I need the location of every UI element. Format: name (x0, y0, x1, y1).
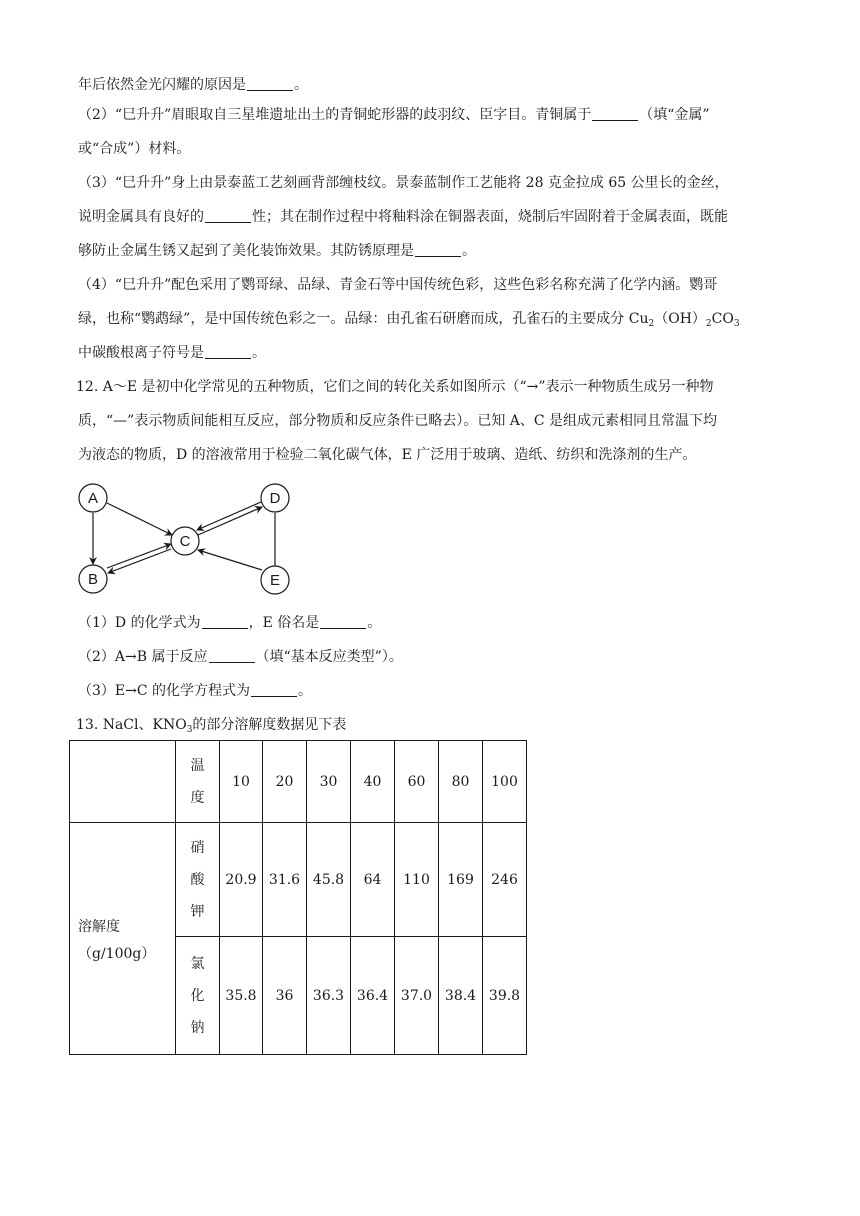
kno3-value-cell: 169 (439, 823, 483, 937)
solubility-table (69, 740, 527, 1055)
continuation-line (78, 74, 308, 96)
q11-3-line1: （3）“巳升升”身上由景泰蓝工艺刻画背部缠枝纹。景泰蓝制作工艺能将 28 克金拉成 65 公里长的金丝， (78, 175, 729, 191)
subscript: 3 (733, 319, 740, 329)
q12-sub1 (78, 612, 381, 634)
node-label: D (269, 490, 281, 507)
temp-cell: 100 (483, 741, 527, 823)
text: 。 (298, 683, 313, 699)
text: 硝 (190, 839, 205, 856)
text: 说明金属具有良好的 (78, 209, 204, 225)
text: 年后依然金光闪耀的原因是 (78, 77, 246, 93)
answer-blank[interactable] (592, 106, 638, 121)
q11-3-line3 (78, 240, 476, 262)
nacl-value-cell: 38.4 (439, 937, 483, 1055)
q13-title (76, 714, 346, 741)
text: （填“基本反应类型”）。 (255, 649, 403, 665)
answer-blank[interactable] (251, 682, 297, 697)
q11-2-line2: 或“合成”）材料。 (78, 141, 191, 157)
edge-c-b (108, 549, 171, 573)
kno3-value-cell: 31.6 (263, 823, 307, 937)
temp-label-cell (176, 741, 220, 823)
text: 钠 (190, 1019, 205, 1036)
q11-2-line1 (78, 104, 710, 126)
text: 绿，也称“鹦鹉绿”，是中国传统色彩之一。品绿：由孔雀石研磨而成，孔雀石的主要成分 Cu (78, 311, 649, 327)
nacl-value-cell: 36 (263, 937, 307, 1055)
solubility-header-cell (70, 823, 176, 1055)
corner-cell (70, 741, 176, 823)
node-d (261, 484, 289, 512)
text: （2）“巳升升”眉眼取自三星堆遗址出土的青铜蛇形器的歧羽纹、臣字目。青铜属于 (78, 107, 592, 123)
q12-sub2 (78, 646, 403, 668)
temp-cell: 30 (307, 741, 351, 823)
text: 够防止金属生锈又起到了美化装饰效果。其防锈原理是 (78, 243, 414, 259)
node-c (171, 527, 199, 555)
q11-4-line1: （4）“巳升升”配色采用了鹦哥绿、品绿、青金石等中国传统色彩，这些色彩名称充满了化学内涵。鹦哥 (78, 277, 718, 293)
text: 。 (462, 243, 476, 259)
edge-c-d (198, 507, 262, 535)
text: （g/100g） (78, 945, 156, 962)
answer-blank[interactable] (205, 208, 251, 223)
answer-blank[interactable] (415, 242, 461, 257)
nacl-value-cell: 37.0 (395, 937, 439, 1055)
conversion-diagram (78, 480, 298, 600)
node-label: B (87, 571, 99, 588)
node-label: E (269, 572, 281, 589)
text: 溶解度 (78, 918, 120, 935)
nacl-value-cell: 39.8 (483, 937, 527, 1055)
text: 性；其在制作过程中将釉料涂在铜器表面，烧制后牢固附着于金属表面，既能 (252, 209, 728, 225)
text: （2）A→B 属于反应 (78, 649, 208, 665)
node-b (79, 565, 107, 593)
temp-cell: 10 (220, 741, 263, 823)
text: 13. NaCl、KNO (76, 717, 187, 733)
text: 中碳酸根离子符号是 (78, 345, 204, 361)
kno3-row (70, 823, 527, 937)
text: ，E 俗名是 (248, 615, 320, 631)
nacl-label-cell (176, 937, 220, 1055)
nacl-value-cell: 36.3 (307, 937, 351, 1055)
subscript: 3 (186, 725, 193, 735)
text: 酸 (190, 871, 205, 888)
text: （1）D 的化学式为 (78, 615, 201, 631)
temperature-row (70, 741, 527, 823)
kno3-value-cell: 246 (483, 823, 527, 937)
text: 。 (252, 345, 266, 361)
q12-line3: 为液态的物质，D 的溶液常用于检验二氧化碳气体，E 广泛用于玻璃、造纸、纺织和洗涤剂的生产。 (78, 447, 697, 463)
text: 氯 (190, 955, 205, 972)
answer-blank[interactable] (247, 76, 293, 91)
answer-blank[interactable] (202, 614, 248, 629)
subscript: 2 (648, 319, 655, 329)
edge-e-c (198, 550, 262, 570)
temp-cell: 60 (395, 741, 439, 823)
nacl-value-cell: 35.8 (220, 937, 263, 1055)
kno3-value-cell: 20.9 (220, 823, 263, 937)
node-label: A (87, 490, 99, 507)
edge-a-c (107, 503, 172, 535)
answer-blank[interactable] (320, 614, 366, 629)
node-label: C (179, 533, 191, 550)
kno3-label-cell (176, 823, 220, 937)
node-a (79, 484, 107, 512)
text: 化 (190, 987, 205, 1004)
edge-d-c (197, 502, 261, 530)
answer-blank[interactable] (209, 648, 255, 663)
q12-sub3 (78, 680, 312, 702)
text: 度 (190, 789, 205, 806)
nacl-value-cell: 36.4 (351, 937, 395, 1055)
temp-cell: 20 (263, 741, 307, 823)
text: （OH） (654, 311, 706, 327)
text: （填“金属” (639, 107, 710, 123)
temp-cell: 40 (351, 741, 395, 823)
answer-blank[interactable] (205, 344, 251, 359)
kno3-value-cell: 110 (395, 823, 439, 937)
kno3-value-cell: 45.8 (307, 823, 351, 937)
kno3-value-cell: 64 (351, 823, 395, 937)
text: 的部分溶解度数据见下表 (192, 717, 347, 733)
edge-b-c (107, 544, 171, 568)
text: 。 (367, 615, 382, 631)
text: 。 (294, 77, 308, 93)
q12-line2: 质，“—”表示物质间能相互反应，部分物质和反应条件已略去）。已知 A、C 是组成元素相同且常温下均 (78, 413, 718, 429)
subscript: 2 (705, 319, 712, 329)
text: 钾 (190, 903, 205, 920)
temp-cell: 80 (439, 741, 483, 823)
text: 温 (190, 757, 205, 774)
text: （3）E→C 的化学方程式为 (78, 683, 251, 699)
text: CO (711, 311, 734, 327)
q11-3-line2 (78, 206, 728, 228)
node-e (261, 566, 289, 594)
q11-4-line3 (78, 342, 266, 364)
q12-line1: 12. A～E 是初中化学常见的五种物质，它们之间的转化关系如图所示（“→”表示一种物质生成另一种物 (76, 379, 714, 395)
q11-4-line2 (78, 308, 740, 335)
